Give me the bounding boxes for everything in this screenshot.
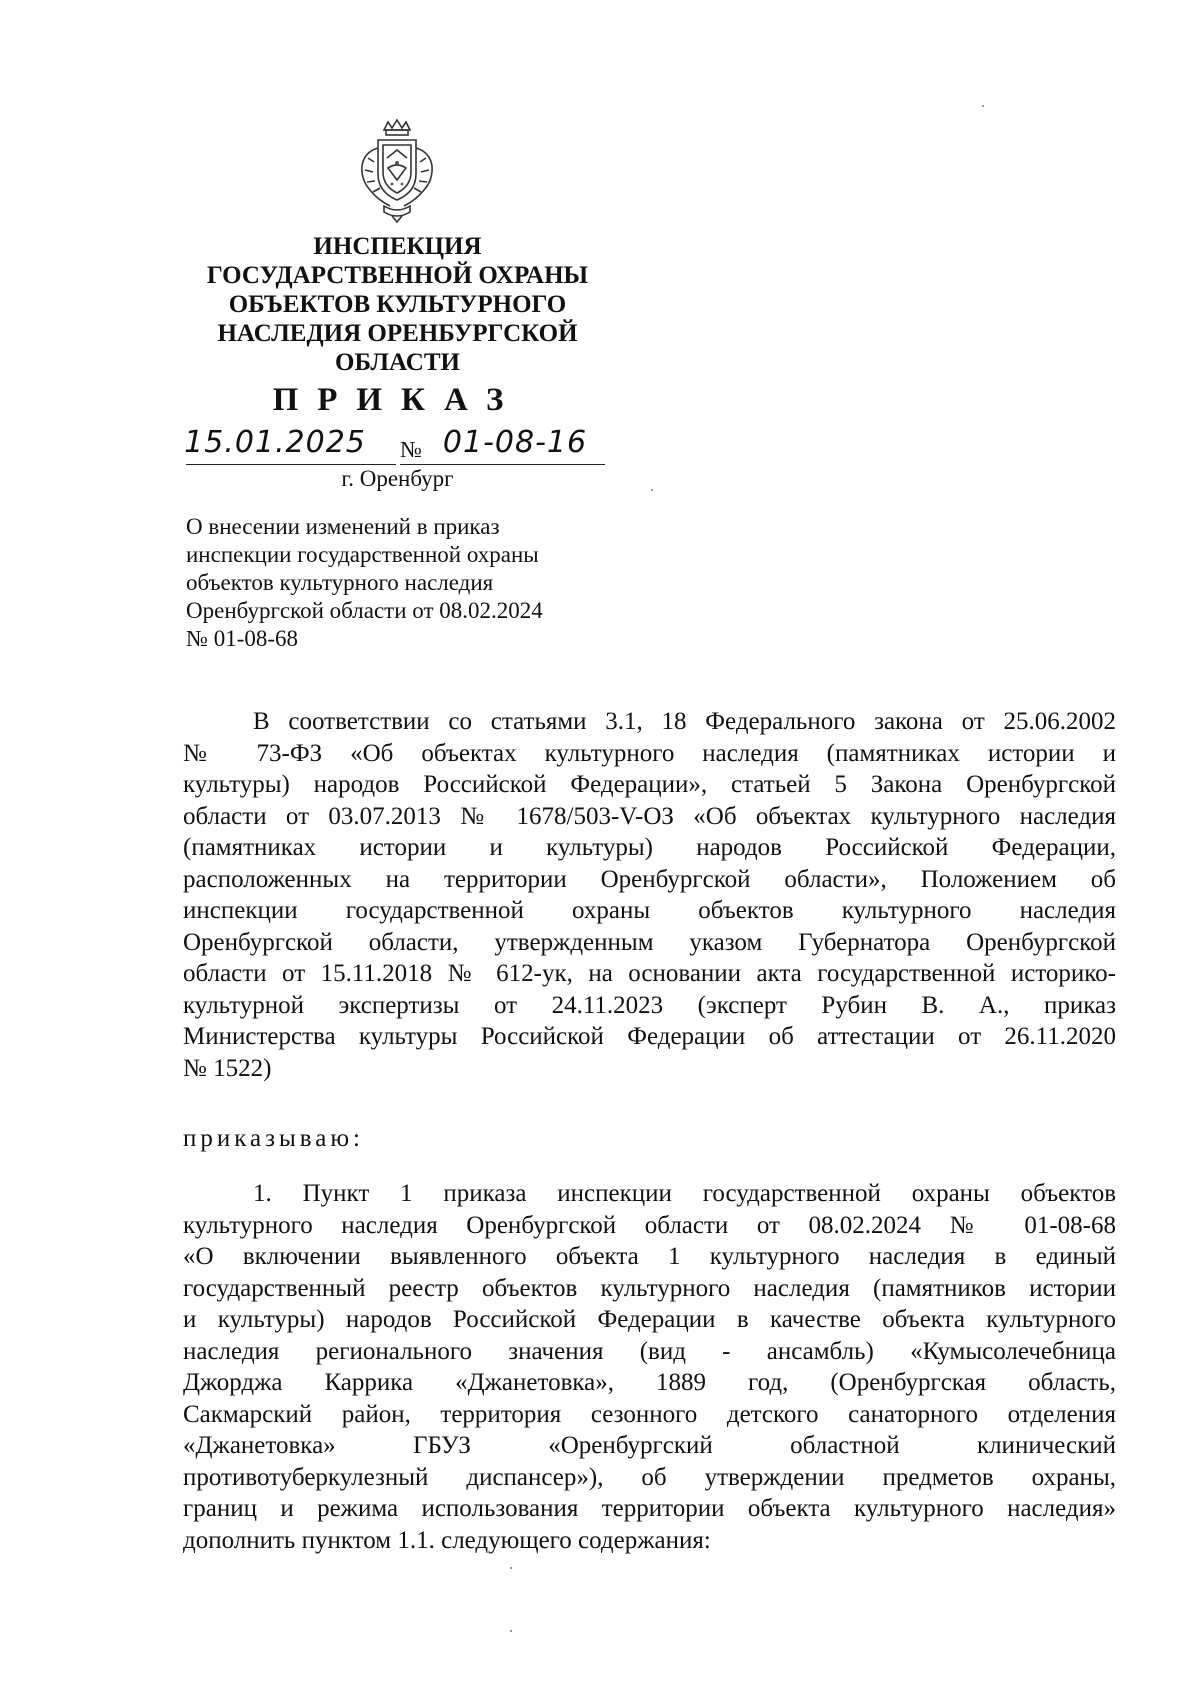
scan-speck <box>982 105 984 107</box>
item-line: наследия регионального значения (вид - ансамбль) «Кумысолечебница <box>183 1337 1116 1365</box>
scan-speck <box>651 489 653 491</box>
preamble-line: области от 03.07.2013 № 1678/503-V-ОЗ «Об объектах культурного наследия <box>183 802 1116 830</box>
item-line: «О включении выявленного объекта 1 культурного наследия в единый <box>183 1243 1116 1270</box>
preamble-paragraph <box>183 706 1116 1084</box>
item-line: 1. Пункт 1 приказа инспекции государственной охраны объектов <box>253 1180 1116 1207</box>
preamble-line: области от 15.11.2018 № 612-ук, на основании акта государственной историко- <box>183 960 1116 987</box>
subject-line: инспекции государственной охраны <box>186 542 539 567</box>
document-type-title: ПРИКАЗ <box>272 382 523 418</box>
preamble-line: инспекции государственной охраны объектов культурного наследия <box>183 897 1116 924</box>
handwritten-number: 01-08-16 <box>442 425 588 460</box>
org-line: ГОСУДАРСТВЕННОЙ ОХРАНЫ <box>206 262 589 289</box>
date-underline <box>186 464 396 465</box>
order-item-1 <box>183 1178 1116 1556</box>
item-line: границ и режима использования территории объекта культурного наследия» <box>183 1495 1116 1522</box>
coat-of-arms-icon <box>354 118 440 224</box>
organization-name <box>200 232 595 377</box>
number-underline <box>400 464 605 465</box>
handwritten-date: 15.01.2025 <box>184 425 366 460</box>
preamble-line: культуры) народов Российской Федерации», статьей 5 Закона Оренбургской <box>183 771 1116 798</box>
subject-line: № 01-08-68 <box>186 626 299 651</box>
scan-speck <box>510 1567 512 1569</box>
preamble-line: В соответствии со статьями 3.1, 18 Федерального закона от 25.06.2002 <box>253 708 1116 735</box>
item-line: государственный реестр объектов культурного наследия (памятников истории <box>183 1274 1116 1302</box>
item-line: и культуры) народов Российской Федерации в качестве объекта культурного <box>183 1306 1116 1333</box>
number-sign: № <box>400 437 422 462</box>
preamble-line: расположенных на территории Оренбургской области», Положением об <box>183 865 1116 893</box>
scan-speck <box>510 1630 512 1632</box>
subject-line: О внесении изменений в приказ <box>186 514 500 539</box>
order-keyword: приказываю: <box>183 1125 364 1152</box>
preamble-line: (памятниках истории и культуры) народов Российской Федерации, <box>183 834 1116 861</box>
org-line: НАСЛЕДИЯ ОРЕНБУРГСКОЙ <box>217 320 578 347</box>
city-label: г. Оренбург <box>341 466 454 491</box>
preamble-line: Оренбургской области, утвержденным указом Губернатора Оренбургской <box>183 928 1116 956</box>
org-line: ИНСПЕКЦИЯ <box>313 233 482 260</box>
item-line: Джорджа Каррика «Джанетовка», 1889 год, (Оренбургская область, <box>183 1369 1116 1396</box>
subject-line: объектов культурного наследия <box>186 570 494 595</box>
item-line: дополнить пунктом 1.1. следующего содержания: <box>183 1526 711 1554</box>
subject-line: Оренбургской области от 08.02.2024 <box>186 598 543 623</box>
preamble-line: № 73-ФЗ «Об объектах культурного наследия (памятниках истории и <box>183 739 1116 767</box>
item-line: Сакмарский район, территория сезонного детского санаторного отделения <box>183 1400 1116 1428</box>
item-line: «Джанетовка» ГБУЗ «Оренбургский областной клинический <box>183 1432 1116 1459</box>
org-line: ОБЛАСТИ <box>335 349 460 376</box>
item-line: противотуберкулезный диспансер»), об утверждении предметов охраны, <box>183 1463 1116 1491</box>
document-subject <box>186 513 606 653</box>
preamble-line: культурной экспертизы от 24.11.2023 (эксперт Рубин В. А., приказ <box>183 991 1116 1019</box>
preamble-line: № 1522) <box>183 1054 272 1082</box>
item-line: культурного наследия Оренбургской области от 08.02.2024 № 01-08-68 <box>183 1211 1116 1239</box>
org-line: ОБЪЕКТОВ КУЛЬТУРНОГО <box>228 291 567 318</box>
preamble-line: Министерства культуры Российской Федерации об аттестации от 26.11.2020 <box>183 1023 1116 1050</box>
